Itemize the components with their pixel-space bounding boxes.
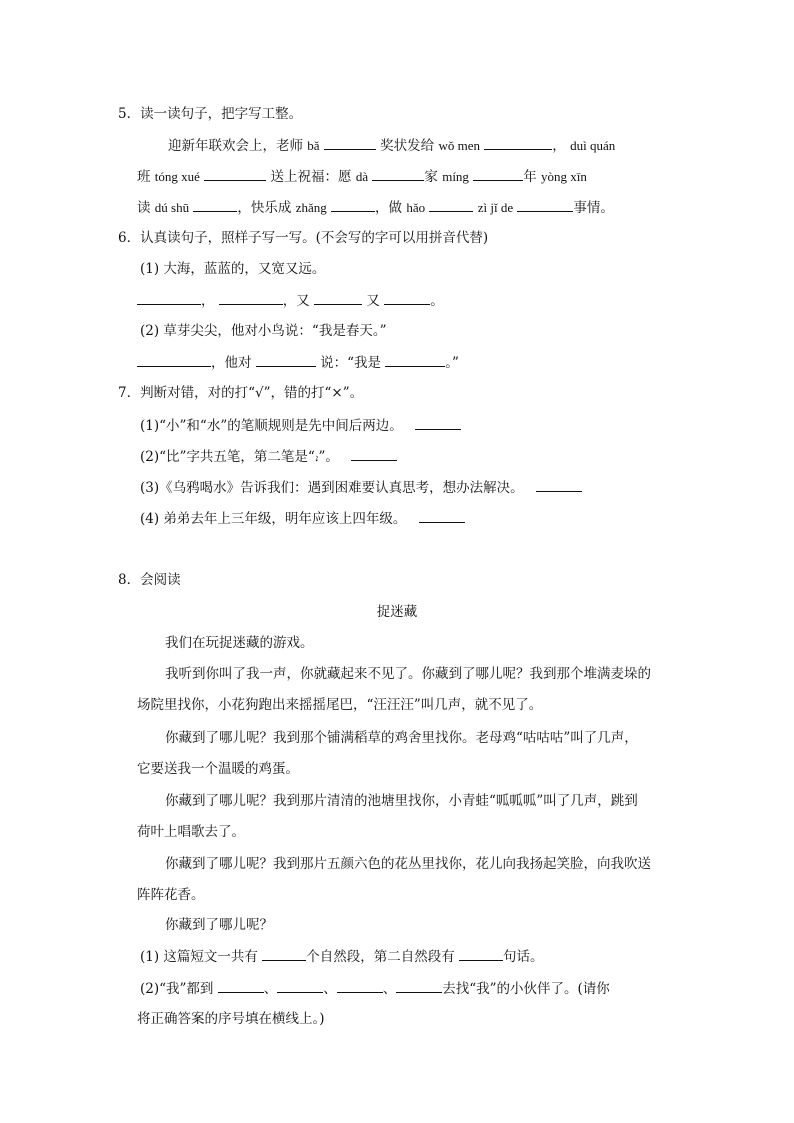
answer-blank[interactable] [324,135,376,150]
q8-sub-2-line-2: 将正确答案的序号填在横线上。) [137,1011,325,1027]
passage-p2-line-2: 场院里找你，小花狗跑出来摇摇尾巴，“汪汪汪”叫几声，就不见了。 [137,697,543,713]
q5-pinyin: hǎo [406,200,426,215]
q5-pinyin: zhǎng [295,200,327,215]
passage-p3-line-2: 它要送我一个温暖的鸡蛋。 [137,761,299,777]
q7-item-2 [140,446,397,467]
q8-text: 句话。 [503,949,544,965]
q6-text: 又 [366,293,380,309]
answer-blank[interactable] [473,166,523,181]
q8-text: (2)“我”都到 [140,981,214,997]
passage-p3-line-1: 你藏到了哪儿呢？我到那个铺满稻草的鸡舍里找你。老母鸡“咕咕咕”叫了几声， [165,730,638,746]
answer-blank[interactable] [204,166,266,181]
q7-item-1 [140,415,461,436]
answer-blank[interactable] [337,978,383,993]
q7-item-3 [140,477,582,498]
answer-blank[interactable] [396,978,442,993]
q7-item-4 [140,508,465,529]
q6-answer-2 [137,352,459,373]
answer-blank[interactable] [219,290,283,305]
q6-example-1: (1) 大海，蓝蓝的，又宽又远。 [140,261,326,277]
q7-text: (4) 弟弟去年上三年级，明年应该上四年级。 [140,511,407,527]
q8-text: (1) 这篇短文一共有 [140,949,258,965]
q5-pinyin: míng [442,169,469,184]
answer-blank[interactable] [372,166,424,181]
answer-blank[interactable] [419,508,465,523]
passage-p6: 你藏到了哪儿呢？ [165,917,273,933]
passage-p5-line-2: 阵阵花香。 [137,887,205,903]
q5-text: 年 [523,169,537,185]
q5-text: 迎新年联欢会上，老师 [168,138,303,154]
q8-heading: 8．会阅读 [118,572,181,588]
passage-p5-line-1: 你藏到了哪儿呢？我到那片五颜六色的花丛里找你，花儿向我扬起笑脸，向我吹送 [165,856,651,872]
q8-text: 个自然段，第二自然段有 [306,949,455,965]
q5-pinyin: yòng xīn [541,169,587,184]
answer-blank[interactable] [484,135,552,150]
q8-sub-1 [140,946,544,967]
q5-line-3 [137,197,614,218]
q5-heading: 5．读一读句子，把字写工整。 [118,106,303,122]
q6-text: 。” [445,355,459,371]
answer-blank[interactable] [385,352,445,367]
q5-text: ，做 [375,200,403,216]
answer-blank[interactable] [137,352,211,367]
q7-text: (2)“比”字共五笔，第二笔是“⹌”。 [140,449,339,465]
q5-text: ，快乐成 [237,200,292,216]
q6-example-2: (2) 草芽尖尖，他对小鸟说：“我是春天。” [140,323,387,339]
answer-blank[interactable] [415,415,461,430]
q5-pinyin: wǒ men [438,138,480,153]
q6-text: ，又 [282,293,310,309]
answer-blank[interactable] [218,978,264,993]
q5-text: ， [552,138,566,154]
q7-heading: 7．判断对错，对的打“√”，错的打“×”。 [118,385,364,401]
passage-p2-line-1: 我听到你叫了我一声，你就藏起来不见了。你藏到了哪儿呢？我到那个堆满麦垛的 [165,666,651,682]
answer-blank[interactable] [429,197,473,212]
q6-heading: 6．认真读句子，照样子写一写。(不会写的字可以用拼音代替) [118,230,489,246]
q6-text: ， [201,293,215,309]
q5-line-2 [137,166,587,187]
answer-blank[interactable] [137,290,201,305]
passage-p4-line-2: 荷叶上唱歌去了。 [137,824,245,840]
q5-pinyin: duì quán [570,138,616,153]
passage-p1: 我们在玩捉迷藏的游戏。 [165,635,314,651]
answer-blank[interactable] [517,197,573,212]
q5-pinyin: dà [355,169,369,184]
q6-text: ，他对 [211,355,252,371]
q7-text: (1)“小”和“水”的笔顺规则是先中间后两边。 [140,418,403,434]
q7-text: (3)《乌鸦喝水》告诉我们：遇到困难要认真思考，想办法解决。 [140,480,524,496]
q5-text: 事情。 [573,200,614,216]
q5-text: 读 [137,200,151,216]
q6-answer-1 [137,290,444,311]
q6-text: 说：“我是 [320,355,381,371]
answer-blank[interactable] [331,197,375,212]
answer-blank[interactable] [459,946,503,961]
answer-blank[interactable] [351,446,397,461]
q5-pinyin: bǎ [307,138,320,153]
answer-blank[interactable] [314,290,362,305]
answer-blank[interactable] [277,978,323,993]
q8-text: 、 [382,981,397,997]
passage-title: 捉迷藏 [376,604,418,620]
q5-text: 班 [137,169,151,185]
q5-text: 送上祝福：愿 [270,169,352,185]
answer-blank[interactable] [256,352,316,367]
answer-blank[interactable] [536,477,582,492]
answer-blank[interactable] [384,290,430,305]
q5-text: 奖状发给 [380,138,435,154]
q8-text: 、 [263,981,278,997]
q5-pinyin: dú shū [154,200,190,215]
q8-sub-2 [140,978,610,999]
q8-text: 去找“我”的小伙伴了。(请你 [442,981,610,997]
answer-blank[interactable] [193,197,237,212]
q5-line-1 [168,135,615,156]
q5-pinyin: tóng xué [154,169,200,184]
passage-p4-line-1: 你藏到了哪儿呢？我到那片清清的池塘里找你，小青蛙“呱呱呱”叫了几声，跳到 [165,793,638,809]
q8-text: 、 [323,981,337,997]
answer-blank[interactable] [262,946,306,961]
q6-text: 。 [430,293,444,309]
q5-pinyin: zì jǐ de [477,200,514,215]
q5-text: 家 [424,169,438,185]
